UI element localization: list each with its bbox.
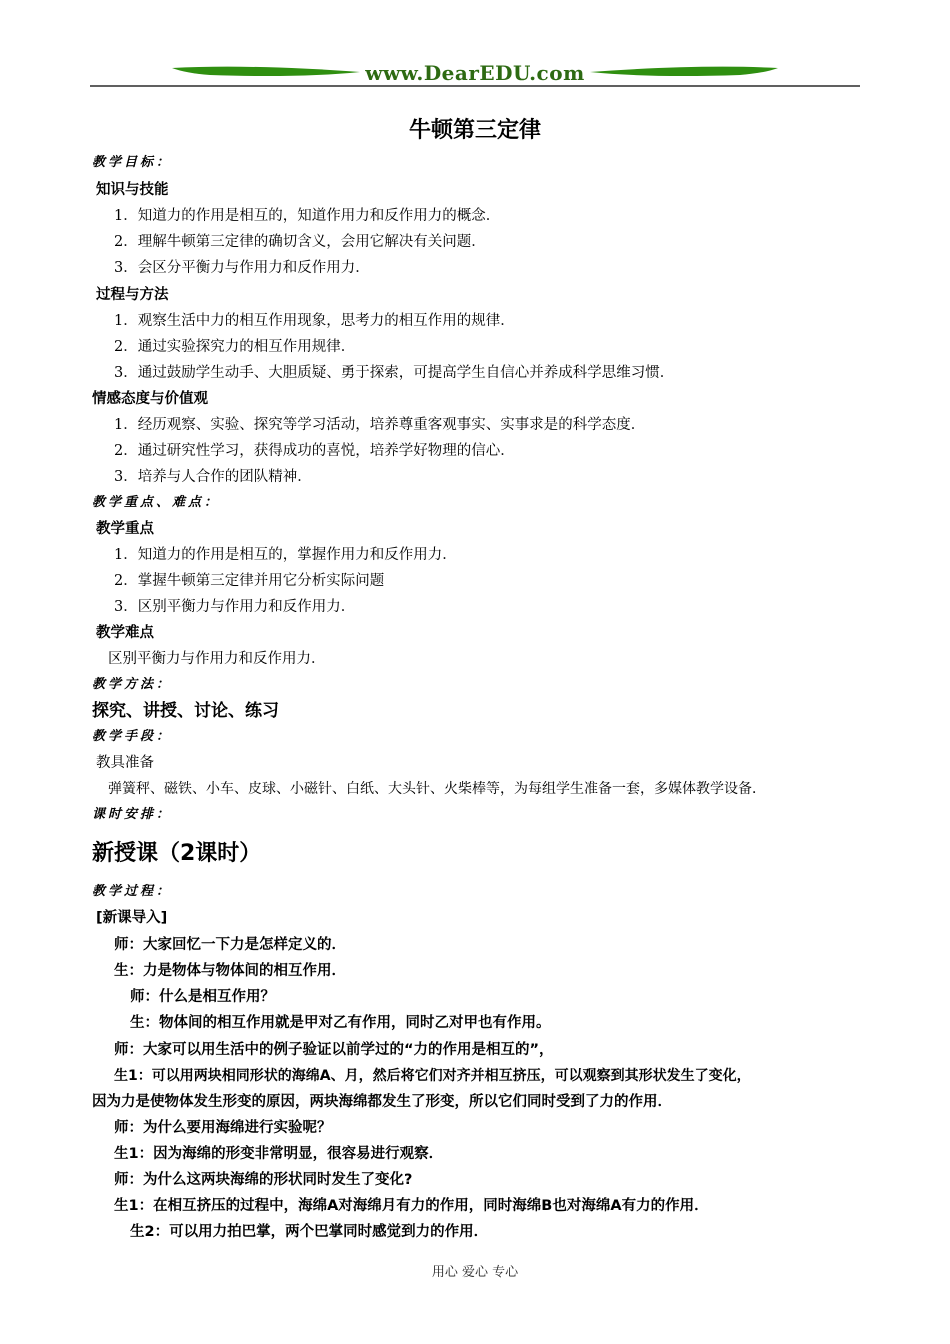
list-item: 2．通过研究性学习，获得成功的喜悦，培养学好物理的信心． bbox=[114, 443, 515, 459]
site-banner bbox=[90, 58, 860, 90]
subheading: 教学难点 bbox=[96, 625, 154, 641]
site-logo-text: www.DearEDU.com bbox=[365, 61, 585, 85]
list-item: 3．会区分平衡力与作用力和反作用力． bbox=[114, 260, 370, 276]
list-item: 1．知道力的作用是相互的，知道作用力和反作用力的概念． bbox=[114, 208, 501, 224]
list-item: 1．知道力的作用是相互的，掌握作用力和反作用力． bbox=[114, 547, 457, 563]
subheading: [新课导入] bbox=[96, 910, 168, 926]
dialogue-line: 因为力是使物体发生形变的原因，两块海绵都发生了形变，所以它们同时受到了力的作用． bbox=[92, 1094, 672, 1110]
list-item: 2．通过实验探究力的相互作用规律． bbox=[114, 339, 356, 355]
list-item: 3．培养与人合作的团队精神． bbox=[114, 469, 312, 485]
list-item: 2．掌握牛顿第三定律并用它分析实际问题 bbox=[114, 573, 385, 589]
section-heading: 教学目标： bbox=[92, 155, 173, 170]
dialogue-line: 生1：在相互挤压的过程中，海绵A对海绵月有力的作用，同时海绵B也对海绵A有力的作用． bbox=[114, 1198, 709, 1214]
list-item: 3．通过鼓励学生动手、大胆质疑、勇于探索，可提高学生自信心并养成科学思维习惯． bbox=[114, 365, 675, 381]
subheading: 情感态度与价值观 bbox=[92, 391, 208, 407]
dialogue-line: 师：为什么要用海绵进行实验呢？ bbox=[114, 1120, 332, 1136]
subheading: 教具准备 bbox=[96, 755, 154, 771]
lesson-heading: 新授课（2课时） bbox=[92, 841, 262, 866]
list-item: 3．区别平衡力与作用力和反作用力． bbox=[114, 599, 356, 615]
section-heading: 教学方法： bbox=[92, 677, 173, 692]
dialogue-line: 师：什么是相互作用？ bbox=[130, 989, 275, 1005]
page-title: 牛顿第三定律 bbox=[408, 118, 541, 143]
dialogue-line: 师：为什么这两块海绵的形状同时发生了变化? bbox=[114, 1172, 413, 1188]
list-item: 1．经历观察、实验、探究等学习活动，培养尊重客观事实、实事求是的科学态度． bbox=[114, 417, 646, 433]
section-heading: 课时安排： bbox=[92, 807, 173, 822]
list-item: 2．理解牛顿第三定律的确切含义，会用它解决有关问题． bbox=[114, 234, 486, 250]
dialogue-line: 师：大家回忆一下力是怎样定义的． bbox=[114, 937, 346, 953]
subheading: 知识与技能 bbox=[96, 182, 169, 198]
dialogue-line: 师：大家可以用生活中的例子验证以前学过的“力的作用是相互的”， bbox=[114, 1042, 554, 1058]
subheading: 教学重点 bbox=[96, 521, 154, 537]
section-heading: 教学过程： bbox=[92, 884, 173, 899]
dialogue-line: 生1：可以用两块相同形状的海绵A、月，然后将它们对齐并相互挤压，可以观察到其形状发生了变化， bbox=[114, 1068, 751, 1084]
section-heading: 教学重点、难点： bbox=[92, 495, 221, 510]
methods-text: 探究、讲授、讨论、练习 bbox=[92, 701, 279, 721]
section-heading: 教学手段： bbox=[92, 729, 173, 744]
dialogue-line: 生：力是物体与物体间的相互作用． bbox=[114, 963, 346, 979]
dialogue-line: 生：物体间的相互作用就是甲对乙有作用，同时乙对甲也有作用。 bbox=[130, 1015, 551, 1031]
list-item: 1．观察生活中力的相互作用现象，思考力的相互作用的规律． bbox=[114, 313, 515, 329]
dialogue-line: 生2：可以用力拍巴掌，两个巴掌同时感觉到力的作用． bbox=[130, 1224, 489, 1240]
page-footer: 用心 爱心 专心 bbox=[431, 1265, 519, 1280]
list-item: 区别平衡力与作用力和反作用力． bbox=[108, 651, 326, 667]
tools-list: 弹簧秤、磁铁、小车、皮球、小磁针、白纸、大头针、火柴棒等，为每组学生准备一套，多媒体教学设备． bbox=[108, 781, 766, 797]
subheading: 过程与方法 bbox=[96, 287, 169, 303]
dialogue-line: 生1：因为海绵的形变非常明显，很容易进行观察． bbox=[114, 1146, 444, 1162]
